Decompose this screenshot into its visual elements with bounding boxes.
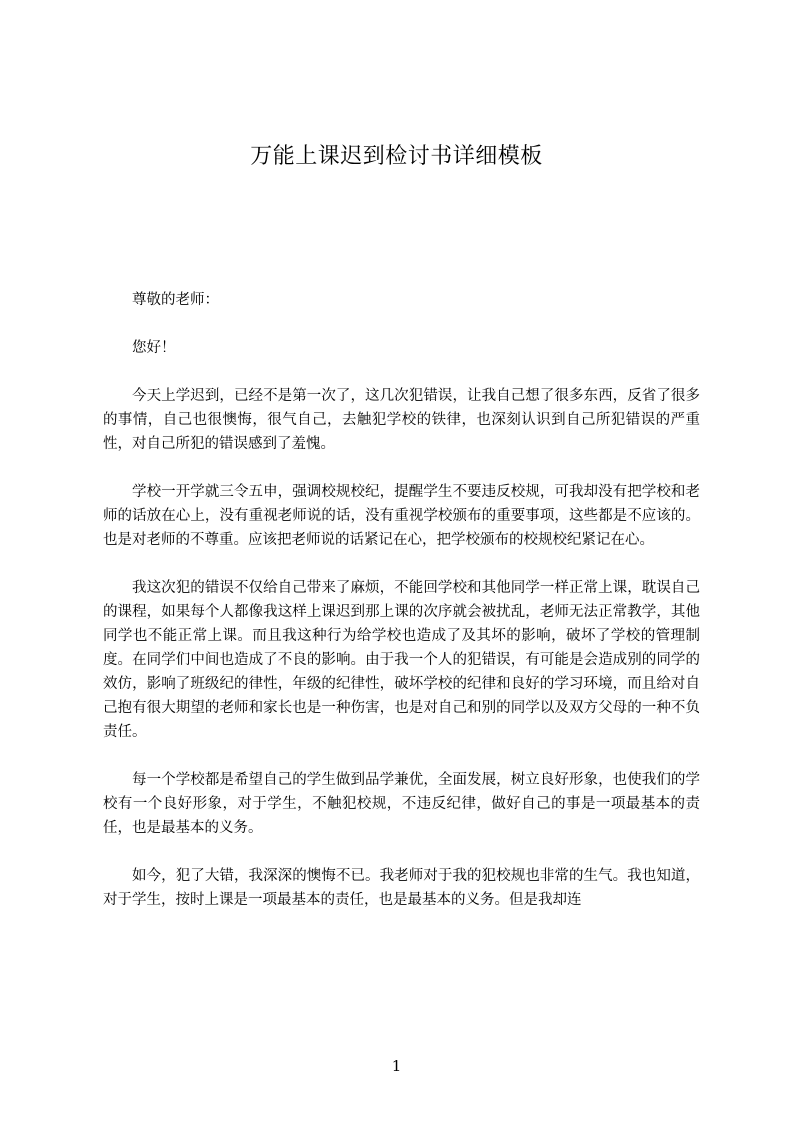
paragraph: 每一个学校都是希望自己的学生做到品学兼优，全面发展，树立良好形象，也使我们的学校有一个良好形象，对于学生，不触犯校规，不违反纪律，做好自己的事是一项最基本的责任，也是最基本的义务。 xyxy=(103,772,700,836)
document-title: 万能上课迟到检讨书详细模板 xyxy=(250,144,543,169)
salutation: 尊敬的老师： xyxy=(132,292,219,308)
page-number: 1 xyxy=(391,1057,402,1075)
paragraph: 今天上学迟到，已经不是第一次了，这几次犯错误，让我自己想了很多东西，反省了很多的事情，自己也很懊悔，很气自己，去触犯学校的铁律，也深刻认识到自己所犯错误的严重性，对自己所犯的错误感到了羞愧。 xyxy=(103,388,700,452)
document-body xyxy=(103,288,700,936)
greeting: 您好！ xyxy=(132,340,176,356)
paragraph: 我这次犯的错误不仅给自己带来了麻烦，不能回学校和其他同学一样正常上课，耽误自己的课程，如果每个人都像我这样上课迟到那上课的次序就会被扰乱，老师无法正常教学，其他同学也不能正常上课。而且我这种行为给学校也造成了及其坏的影响，破坏了学校的管理制度。在同学们中间也造成了不良的影响。由于我一个人的犯错误，有可能是会造成别的同学的效仿，影响了班级纪的律性，年级的纪律性，破坏学校的纪律和良好的学习环境，而且给对自己抱有很大期望的老师和家长也是一种伤害，也是对自己和别的同学以及双方父母的一种不负责任。 xyxy=(103,580,700,740)
paragraph: 学校一开学就三令五申，强调校规校纪，提醒学生不要违反校规，可我却没有把学校和老师的话放在心上，没有重视老师说的话，没有重视学校颁布的重要事项，这些都是不应该的。也是对老师的不尊重。应该把老师说的话紧记在心，把学校颁布的校规校纪紧记在心。 xyxy=(103,484,700,548)
paragraph: 如今，犯了大错，我深深的懊悔不已。我老师对于我的犯校规也非常的生气。我也知道，对于学生，按时上课是一项最基本的责任，也是最基本的义务。但是我却连 xyxy=(103,868,700,908)
